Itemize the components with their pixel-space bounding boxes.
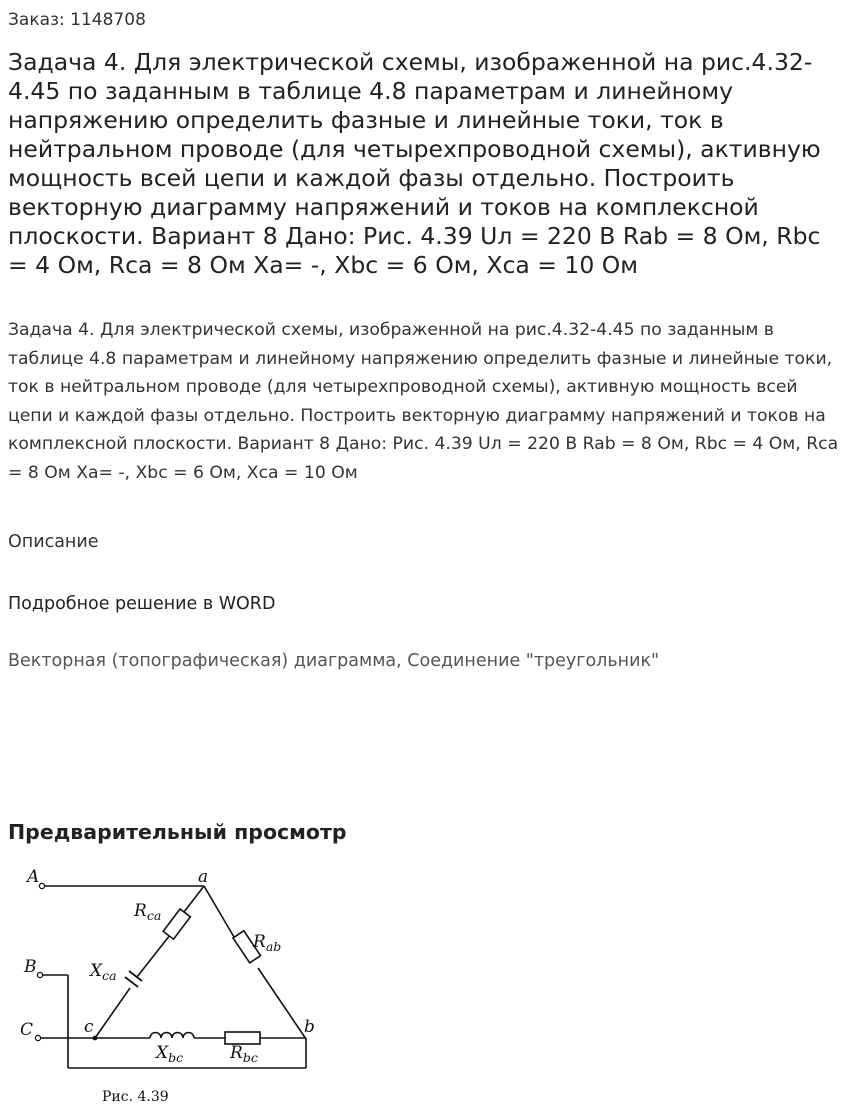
preview-heading: Предварительный просмотр bbox=[8, 820, 347, 844]
task-title: Задача 4. Для электрической схемы, изображенной на рис.4.32-4.45 по заданным в таблице 4.8 параметрам и линейному напряжению определить фазные и линейные токи, ток в нейтральном проводе (для четырехпроводной схемы), активную мощность всей цепи и каждой фазы отдельно. Построить векторную диаграмму напряжений и токов на комплексной плоскости. Вариант 8 Дано: Рис. 4.39 Uл = 220 В Rab = 8 Ом, Rbc = 4 Ом, Rca = 8 Ом Xa= -, Xbc = 6 Ом, Xca = 10 Ом bbox=[8, 48, 821, 279]
tags-line: Векторная (топографическая) диаграмма, Соединение "треугольник" bbox=[8, 651, 660, 671]
rab-label: $R_{ab}$ bbox=[253, 932, 282, 954]
terminal-b-icon bbox=[37, 972, 42, 977]
terminal-a-icon bbox=[39, 883, 44, 888]
node-b-label: b bbox=[304, 1017, 315, 1037]
solution-format: Подробное решение в WORD bbox=[8, 594, 276, 614]
node-a-label: a bbox=[198, 867, 209, 887]
order-number: Заказ: 1148708 bbox=[8, 10, 146, 30]
xca-label: $X_{ca}$ bbox=[90, 961, 117, 983]
circuit-diagram bbox=[0, 855, 340, 1116]
inductor-xbc-icon bbox=[150, 1033, 194, 1039]
rbc-label: $R_{bc}$ bbox=[230, 1043, 258, 1065]
resistor-rca-icon bbox=[163, 909, 190, 939]
node-A-label: A bbox=[27, 867, 40, 887]
node-c-label: c bbox=[84, 1017, 94, 1037]
terminal-c-icon bbox=[35, 1035, 40, 1040]
task-description: Задача 4. Для электрической схемы, изображенной на рис.4.32-4.45 по заданным в таблице 4.8 параметрам и линейному напряжению определить фазные и линейные токи, ток в нейтральном проводе (для четырехпроводной схемы), активную мощность всей цепи и каждой фазы отдельно. Построить векторную диаграмму напряжений и токов на комплексной плоскости. Вариант 8 Дано: Рис. 4.39 Uл = 220 В Rab = 8 Ом, Rbc = 4 Ом, Rca = 8 Ом Xa= -, Xbc = 6 Ом, Xca = 10 Ом bbox=[8, 320, 839, 483]
node-B-label: B bbox=[24, 957, 37, 977]
node-C-label: C bbox=[20, 1020, 34, 1040]
rca-label: $R_{ca}$ bbox=[134, 901, 162, 923]
circuit-svg bbox=[0, 855, 340, 1116]
figure-caption: Рис. 4.39 bbox=[102, 1089, 169, 1105]
description-heading: Описание bbox=[8, 532, 99, 552]
xbc-label: $X_{bc}$ bbox=[156, 1043, 184, 1065]
